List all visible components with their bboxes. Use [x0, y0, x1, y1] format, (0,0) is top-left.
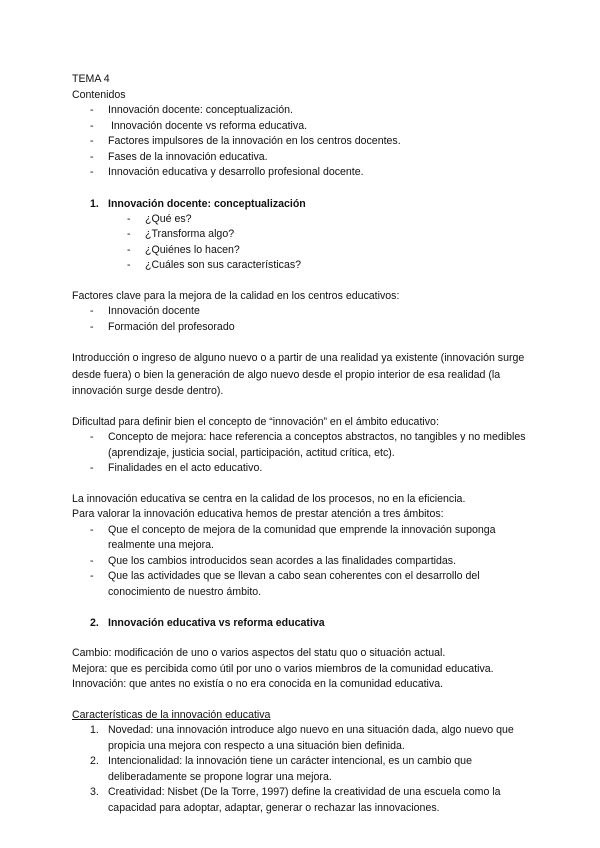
definition-cambio: Cambio: modificación de uno o varios aspectos del statu quo o situación actual.: [72, 647, 446, 659]
factors-intro: Factores clave para la mejora de la calidad en los centros educativos:: [72, 289, 400, 302]
list-item: - Fases de la innovación educativa.: [90, 150, 532, 166]
list-item: [90, 754, 532, 785]
list-item: [90, 723, 532, 754]
difficulty-list: [72, 430, 532, 477]
list-item: - Que las actividades que se llevan a cabo sean coherentes con el desarrollo del conocimiento de nuestro ámbito.: [90, 569, 532, 600]
quality-line-1: La innovación educativa se centra en la calidad de los procesos, no en la eficiencia.: [72, 492, 466, 505]
intro-paragraph: Introducción o ingreso de alguno nuevo o a partir de una realidad ya existente (innovación surge desde fuera) o bien la generación de algo nuevo desde el propio interior de esa realidad (la innovación surge desde dentro).: [72, 352, 525, 397]
definition-mejora: Mejora: que es percibida como útil por uno o varios miembros de la comunidad educativa.: [72, 662, 494, 675]
list-item: - Formación del profesorado: [90, 320, 532, 336]
definition-innovacion: Innovación: que antes no existía o no era conocida en la comunidad educativa.: [72, 678, 444, 690]
contents-list: [72, 103, 532, 181]
characteristics-list: [72, 723, 532, 816]
item-number: 2.: [90, 755, 99, 767]
list-item: - ¿Qué es?: [127, 212, 532, 228]
characteristics-heading: Características de la innovación educativa: [72, 708, 271, 721]
section-number: 2.: [90, 617, 99, 629]
list-item: - Que el concepto de mejora de la comunidad que emprende la innovación suponga realmente una mejora.: [90, 523, 532, 554]
list-item: - Concepto de mejora: hace referencia a conceptos abstractos, no tangibles y no medibles (aprendizaje, justicia social, participación, actitud crítica, etc).: [90, 430, 532, 461]
factors-list: [72, 304, 532, 335]
item-number: 3.: [90, 786, 99, 798]
list-item: - Innovación docente: [90, 304, 532, 320]
section-1-questions: [72, 212, 532, 274]
list-item: - Finalidades en el acto educativo.: [90, 461, 532, 477]
contents-label: Contenidos: [72, 88, 126, 101]
section-title: Innovación educativa vs reforma educativa: [108, 617, 325, 629]
item-text: Novedad: una innovación introduce algo nuevo en una situación dada, algo nuevo que propicia una mejora con respecto a una situación bien definida.: [108, 724, 514, 752]
item-text: Intencionalidad: la innovación tiene un carácter intencional, es un cambio que deliberadamente se propone lograr una mejora.: [108, 755, 472, 783]
item-number: 1.: [90, 724, 99, 736]
list-item: - ¿Quiénes lo hacen?: [127, 243, 532, 259]
list-item: - Factores impulsores de la innovación en los centros docentes.: [90, 134, 532, 150]
document-content: [72, 72, 532, 816]
list-item: - Innovación docente: conceptualización.: [90, 103, 532, 119]
list-item: - ¿Transforma algo?: [127, 227, 532, 243]
section-1-heading: [72, 196, 532, 212]
list-item: [90, 785, 532, 816]
list-item: - Innovación docente vs reforma educativa.: [90, 119, 532, 135]
list-item: - ¿Cuáles son sus características?: [127, 258, 532, 274]
quality-line-2: Para valorar la innovación educativa hemos de prestar atención a tres ámbitos:: [72, 508, 444, 520]
section-2-heading: [72, 615, 532, 631]
document-title: TEMA 4: [72, 73, 110, 85]
section-number: 1.: [90, 197, 99, 210]
list-item: - Innovación educativa y desarrollo profesional docente.: [90, 165, 532, 181]
item-text: Creatividad: Nisbet (De la Torre, 1997) define la creatividad de una escuela como la capacidad para adoptar, adaptar, generar o rechazar las innovaciones.: [108, 786, 501, 814]
quality-list: [72, 523, 532, 601]
section-title: Innovación docente: conceptualización: [108, 197, 306, 210]
difficulty-intro: Dificultad para definir bien el concepto de “innovación” en el ámbito educativo:: [72, 415, 439, 428]
list-item: - Que los cambios introducidos sean acordes a las finalidades compartidas.: [90, 554, 532, 570]
